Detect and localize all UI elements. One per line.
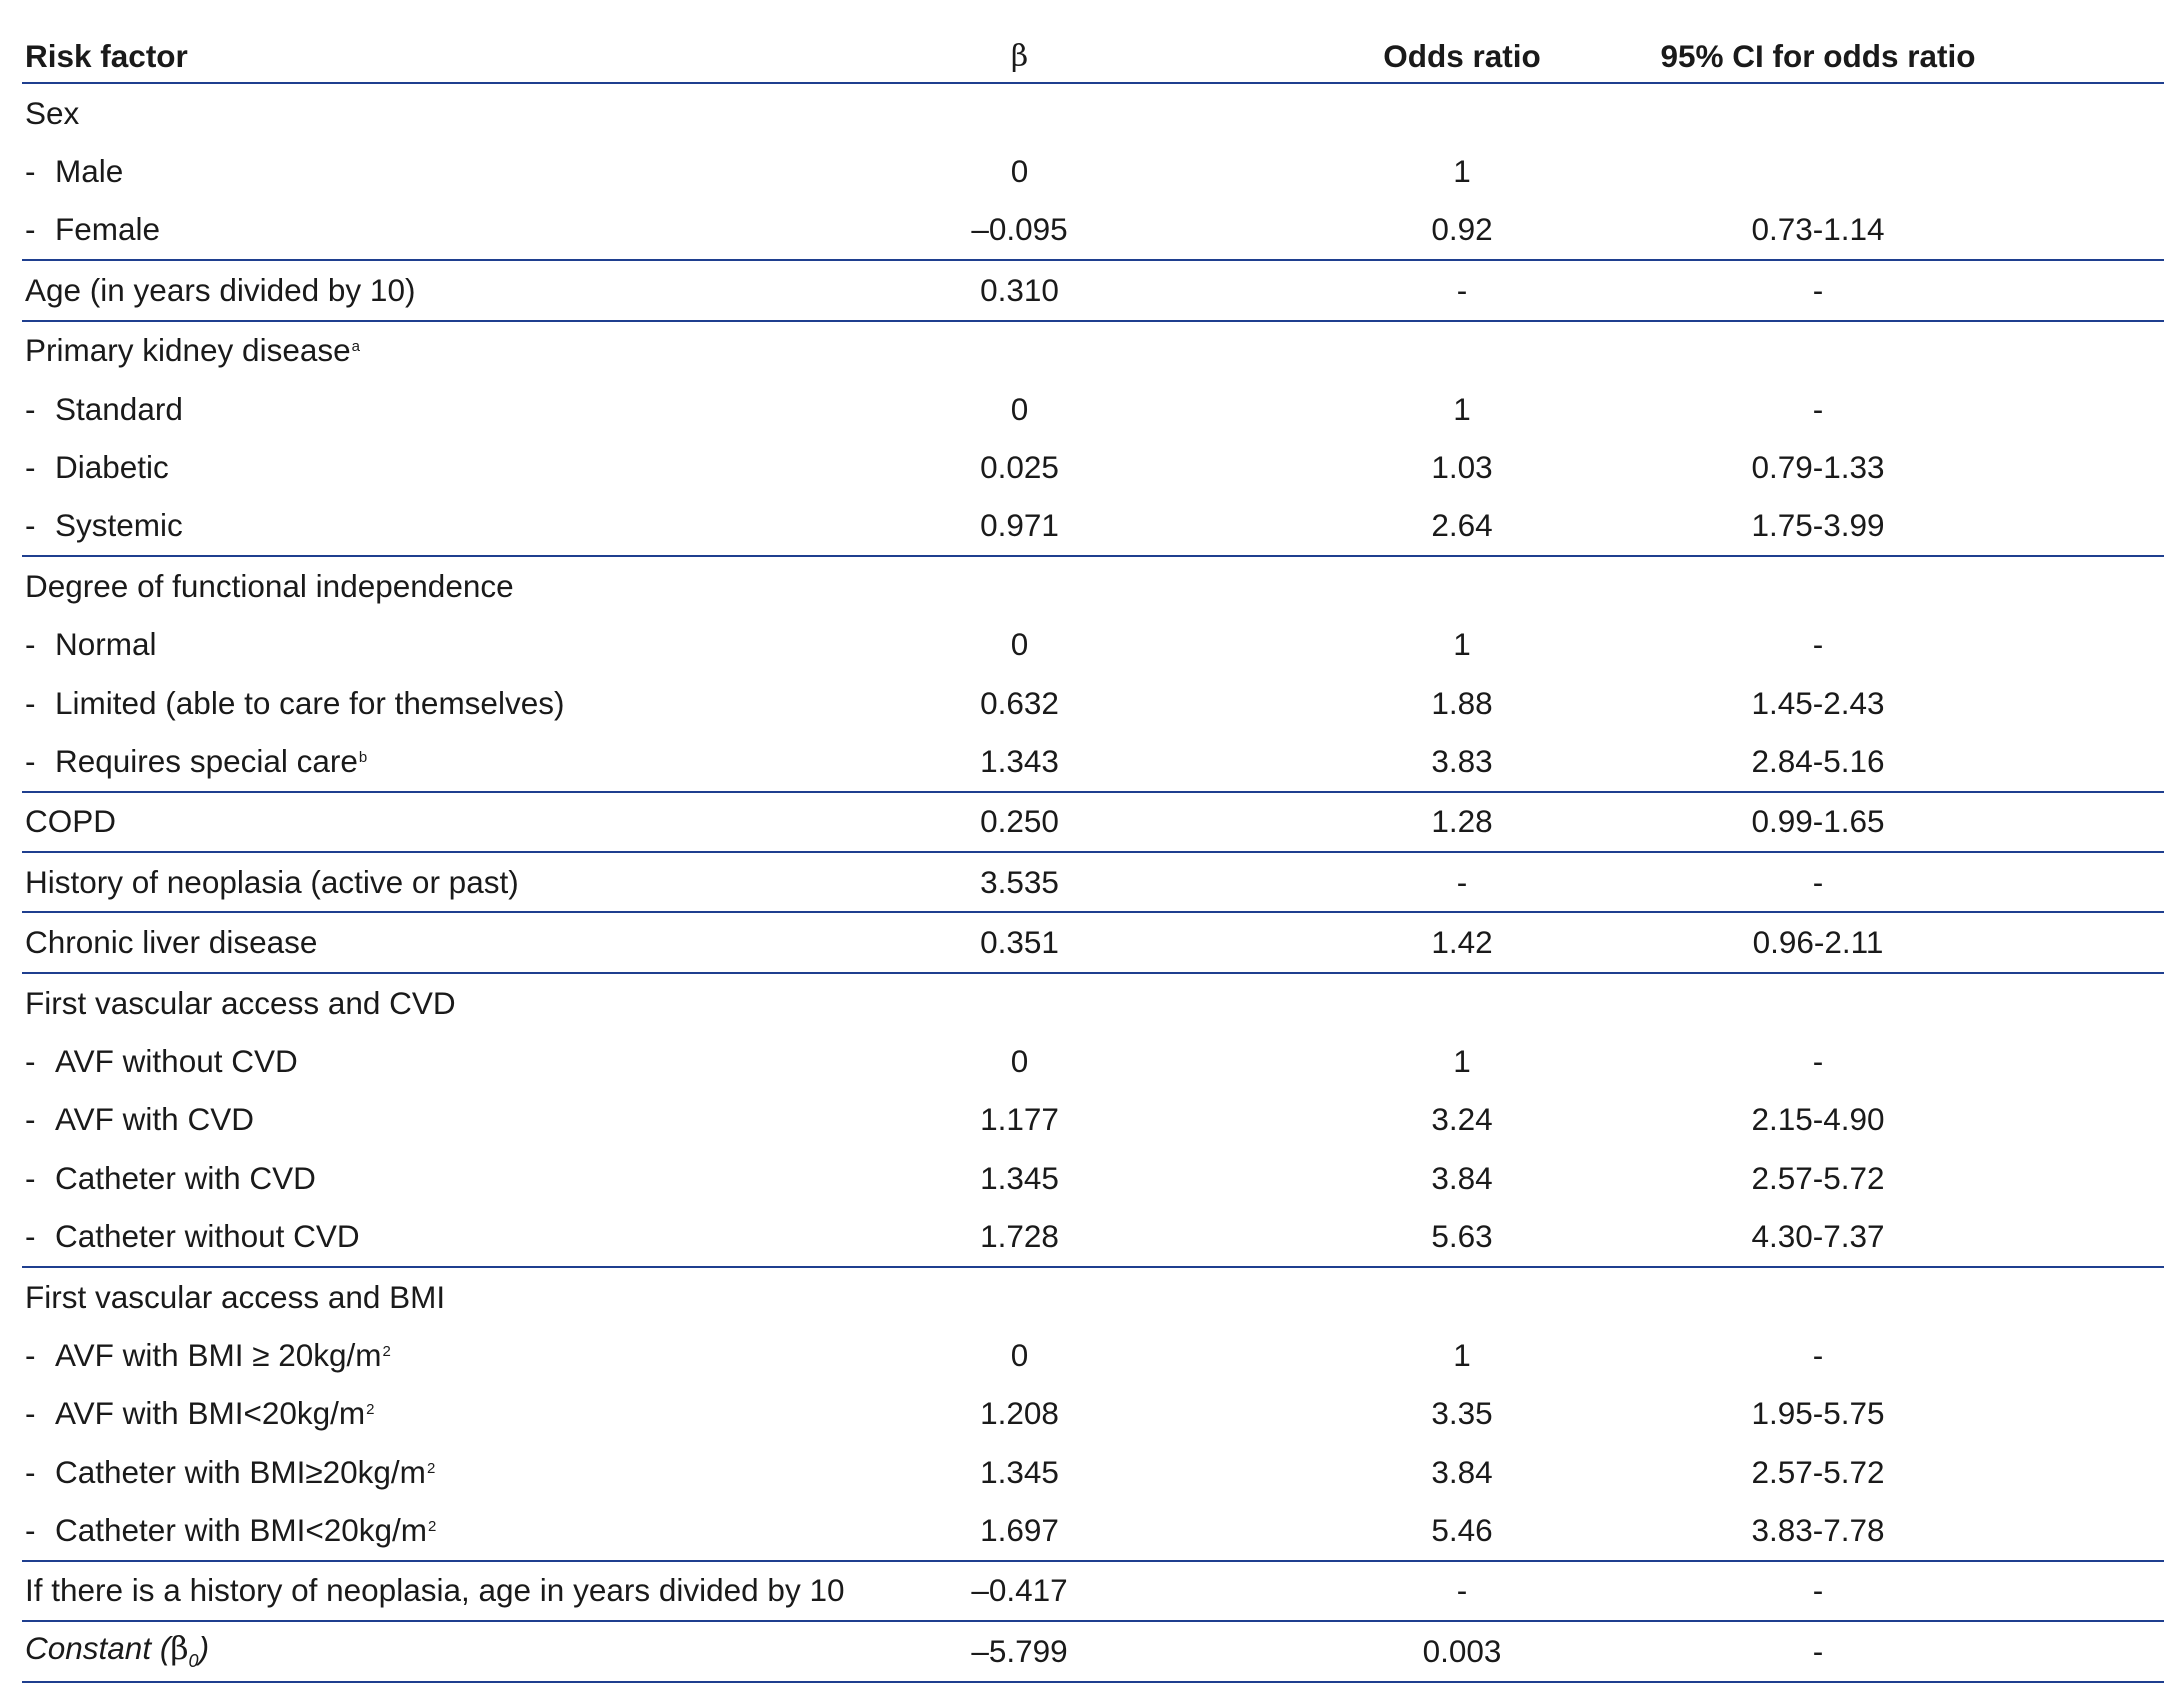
ci-cell [1572,83,2164,142]
ci-cell: - [1572,852,2164,912]
beta-cell: 0 [1010,626,1029,663]
table-row [22,83,2164,142]
table-row [22,912,2164,972]
ci-cell: 0.96-2.11 [1572,912,2164,972]
odds-ratio-cell: 3.24 [1431,1101,1493,1138]
row-label: - Male [25,153,124,190]
beta-subscript: 0 [188,1651,199,1672]
row-label [22,1621,767,1681]
odds-ratio-cell: 3.35 [1431,1395,1493,1432]
table-header-row [22,30,2164,83]
row-label [22,792,767,852]
ci-cell: 4.30-7.37 [1572,1207,2164,1266]
constant-label-prefix: Constant ( [25,1630,171,1667]
row-label: - Catheter with $BMI<20kg/m^2$ [22,1501,767,1560]
table-row [22,1091,2164,1149]
row-label [22,260,767,320]
beta-cell: 0.351 [767,912,1272,972]
row-label: - AVF with $BMI<20kg/m^2$ [25,1395,375,1432]
beta-cell: 1.345 [980,1453,1059,1490]
row-label-text: Requires special care [55,742,358,779]
row-label: - Systemic [22,497,767,556]
beta-cell: 0 [1010,153,1029,190]
row-label [22,852,767,912]
ci-cell [1572,556,2164,615]
beta-cell: 1.343 [767,732,1272,791]
superscript: 2 [426,1459,436,1477]
odds-ratio-cell: - [1272,852,1572,912]
ci-cell: 2.84-5.16 [1572,732,2164,791]
odds-ratio-cell: 3.84 [1431,1159,1493,1196]
row-label-text: Male [55,153,124,190]
table-row [22,321,2164,380]
beta-cell: 0 [1010,1336,1029,1373]
ci-cell: - [1572,260,2164,320]
constant-label-suffix: ) [198,1630,210,1667]
row-label [22,973,767,1032]
ci-cell: 1.75-3.99 [1572,497,2164,556]
beta-cell [767,973,1272,1032]
row-label [22,321,767,380]
row-label-text: Primary kidney disease [25,332,351,369]
row-label: - AVF with BMI ≥ $20kg/m^2$ [25,1336,391,1373]
constant-row [22,1621,2164,1681]
ci-cell [1572,973,2164,1032]
row-label [22,1561,845,1621]
beta-cell: 0 [1010,390,1029,427]
table-row [22,674,2164,732]
row-label-text: COPD [25,803,117,840]
row-label [22,1267,767,1326]
table-row [22,732,2164,791]
row-label [22,83,767,142]
odds-ratio-cell: 3.84 [1431,1453,1493,1490]
row-label [22,912,767,972]
odds-ratio-cell: 2.64 [1272,497,1572,556]
risk-factor-table [22,30,2164,1683]
ci-cell: 0.79-1.33 [1751,449,1885,486]
row-label-text: Systemic [55,507,183,544]
superscript: 2 [382,1342,391,1360]
odds-ratio-cell: 1 [1453,153,1471,190]
beta-cell: 3.535 [767,852,1272,912]
table-row [22,1207,2164,1266]
ci-cell: - [1572,1561,2164,1621]
odds-ratio-cell: 1.88 [1431,684,1493,721]
row-label-text: Normal [55,626,157,663]
beta-cell: 1.177 [980,1101,1059,1138]
odds-ratio-cell [1272,321,1572,380]
table-row [22,1501,2164,1560]
table-row [22,556,2164,615]
row-label: - Diabetic [25,449,169,486]
table-row [22,616,2164,674]
table-row [22,1267,2164,1326]
ci-cell: - [1812,626,1824,663]
header-risk-factor: Risk factor [22,30,767,83]
table-row [22,1385,2164,1443]
beta-cell: 1.208 [980,1395,1059,1432]
beta-cell: 0 [1010,1042,1029,1079]
header-beta: β [767,30,1272,83]
beta-cell: –5.799 [767,1621,1272,1681]
row-label-text: Catheter with CVD [55,1159,316,1196]
row-label: - Normal [25,626,157,663]
row-label-text: Limited (able to care for themselves) [55,684,565,721]
row-label-text: History of neoplasia (active or past) [25,863,519,900]
beta-cell [767,556,1272,615]
beta-cell [767,1267,1272,1326]
beta-cell: 0.632 [980,684,1059,721]
superscript: 2 [366,1401,375,1419]
odds-ratio-cell: 1.03 [1431,449,1493,486]
row-label: - Requires special care$^b$ [22,732,767,791]
row-label-text: Standard [55,390,183,427]
ci-cell [1572,321,2164,380]
ci-cell [1572,1267,2164,1326]
table-row [22,1326,2164,1384]
row-label-text: Sex [25,94,80,131]
ci-cell: 1.45-2.43 [1751,684,1885,721]
row-label: - Catheter with CVD [25,1159,316,1196]
table-row [22,1149,2164,1207]
ci-cell: 1.95-5.75 [1751,1395,1885,1432]
odds-ratio-cell: 1.42 [1272,912,1572,972]
table-row [22,142,2164,200]
header-odds-ratio: Odds ratio [1272,30,1572,83]
row-label: - Limited (able to care for themselves) [25,684,565,721]
table-row [22,1032,2164,1090]
ci-cell: 2.15-4.90 [1751,1101,1885,1138]
table-row [22,497,2164,556]
beta-cell: 0.310 [767,260,1272,320]
odds-ratio-cell: 3.83 [1272,732,1572,791]
table-row [22,380,2164,438]
odds-ratio-cell: - [1272,1561,1572,1621]
beta-cell: 1.728 [767,1207,1272,1266]
odds-ratio-cell: 1 [1453,626,1471,663]
row-label: - Catheter without CVD [22,1207,767,1266]
row-label-text: AVF with CVD [55,1101,254,1138]
table-row [22,792,2164,852]
beta-cell [767,321,1272,380]
constant-label [25,1630,210,1672]
odds-ratio-cell [1272,556,1572,615]
odds-ratio-cell: 1.28 [1272,792,1572,852]
ci-cell: - [1812,390,1824,427]
header-confidence-interval: 95% CI for odds ratio [1572,30,2164,83]
ci-cell: 3.83-7.78 [1572,1501,2164,1560]
beta-cell: 1.697 [767,1501,1272,1560]
odds-ratio-cell: 5.63 [1272,1207,1572,1266]
row-label: - Standard [25,390,183,427]
beta-cell: 0.250 [767,792,1272,852]
row-label-text: Catheter with BMI≥20kg/m [55,1453,426,1490]
row-label-text: Age (in years divided by 10) [25,271,416,308]
table-row [22,438,2164,496]
odds-ratio-cell: - [1272,260,1572,320]
row-label-text: First vascular access and CVD [25,984,456,1021]
odds-ratio-cell: 1 [1453,390,1471,427]
ci-cell: - [1812,1042,1824,1079]
beta-symbol: β [170,1631,189,1668]
row-label-text: Catheter without CVD [55,1218,360,1255]
ci-cell: 2.57-5.72 [1751,1159,1885,1196]
row-label-text: Catheter with BMI<20kg/m [55,1512,428,1549]
odds-ratio-cell: 1 [1453,1042,1471,1079]
odds-ratio-cell [1272,973,1572,1032]
ci-cell: 0.73-1.14 [1572,201,2164,260]
table-row [22,973,2164,1032]
row-label: - Female [22,201,767,260]
beta-cell: –0.095 [767,201,1272,260]
row-label-text: AVF with BMI ≥ 20kg/m [55,1336,382,1373]
odds-ratio-cell: 1 [1453,1336,1471,1373]
odds-ratio-cell [1272,1267,1572,1326]
table-row [22,201,2164,260]
row-label: - AVF with CVD [25,1101,254,1138]
table-row [22,260,2164,320]
row-label [22,556,767,615]
ci-cell: 0.99-1.65 [1572,792,2164,852]
ci-cell: 2.57-5.72 [1751,1453,1885,1490]
table-body [22,83,2164,1682]
odds-ratio-cell: 0.92 [1272,201,1572,260]
superscript: 2 [428,1518,437,1536]
row-label-text: Female [55,211,161,248]
row-label-text: Chronic liver disease [25,924,318,961]
row-label-text: AVF without CVD [55,1042,298,1079]
row-label-text: Diabetic [55,449,169,486]
beta-cell: 0.971 [767,497,1272,556]
row-label: - Catheter with $BMI\ge 20kg/m^2$ [25,1453,436,1490]
table-row [22,1443,2164,1501]
ci-cell: - [1812,1336,1824,1373]
table-row [22,1561,2164,1621]
beta-cell: 0.025 [980,449,1059,486]
row-label-text: AVF with BMI<20kg/m [55,1395,366,1432]
beta-cell [767,83,1272,142]
row-label-text: Degree of functional independence [25,567,514,604]
footnote-marker: a [351,338,360,356]
row-label-text: If there is a history of neoplasia, age in years divided by 10 [25,1572,845,1609]
row-label-text: First vascular access and BMI [25,1278,446,1315]
ci-cell [1572,142,2164,200]
odds-ratio-cell: 0.003 [1272,1621,1572,1681]
odds-ratio-cell: 5.46 [1272,1501,1572,1560]
odds-ratio-cell [1272,83,1572,142]
table-row [22,852,2164,912]
footnote-marker: b [358,748,368,766]
beta-cell: –0.417 [767,1561,1272,1621]
row-label: - AVF without CVD [25,1042,298,1079]
beta-cell: 1.345 [980,1159,1059,1196]
ci-cell: - [1572,1621,2164,1681]
